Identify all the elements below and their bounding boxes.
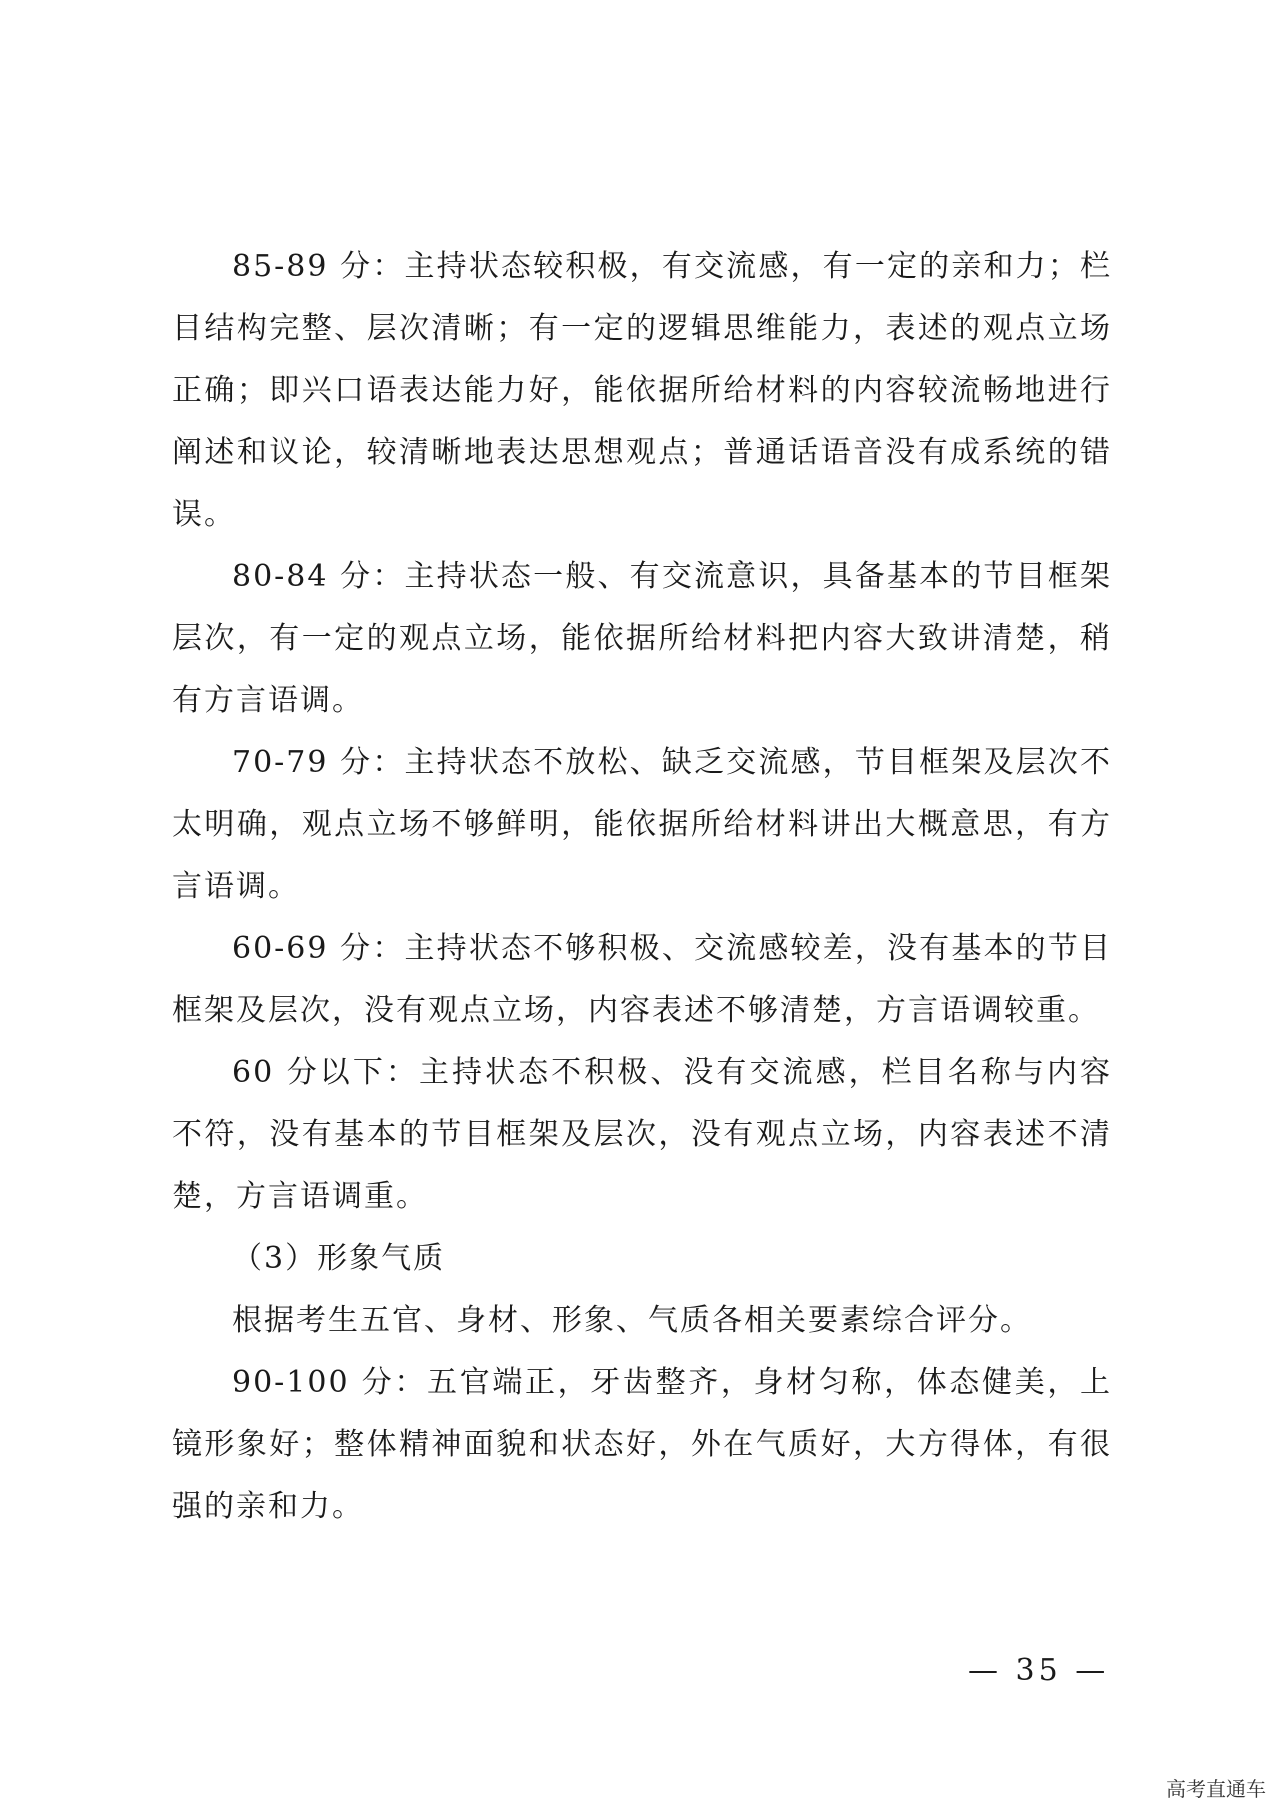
- paragraph-90-100: 90-100 分：五官端正，牙齿整齐，身材匀称，体态健美，上镜形象好；整体精神面貌和状态好，外在气质好，大方得体，有很强的亲和力。: [172, 1365, 1112, 1524]
- paragraph-85-89: 85-89 分：主持状态较积极，有交流感，有一定的亲和力；栏目结构完整、层次清晰；有一定的逻辑思维能力，表述的观点立场正确；即兴口语表达能力好，能依据所给材料的内容较流畅地进行阐述和议论，较清晰地表达思想观点；普通话语音没有成系统的错误。: [172, 249, 1112, 532]
- section-heading: （3）形象气质: [232, 1241, 446, 1276]
- paragraph-80-84: 80-84 分：主持状态一般、有交流意识，具备基本的节目框架层次，有一定的观点立场，能依据所给材料把内容大致讲清楚，稍有方言语调。: [172, 559, 1112, 718]
- paragraph-scoring-basis: 根据考生五官、身材、形象、气质各相关要素综合评分。: [232, 1303, 1032, 1338]
- watermark: 高考直通车: [1166, 1777, 1266, 1801]
- paragraph-below-60: 60 分以下：主持状态不积极、没有交流感，栏目名称与内容不符，没有基本的节目框架及层次，没有观点立场，内容表述不清楚，方言语调重。: [172, 1055, 1112, 1214]
- paragraph-60-69: 60-69 分：主持状态不够积极、交流感较差，没有基本的节目框架及层次，没有观点立场，内容表述不够清楚，方言语调较重。: [172, 931, 1112, 1028]
- paragraph-70-79: 70-79 分：主持状态不放松、缺乏交流感，节目框架及层次不太明确，观点立场不够鲜明，能依据所给材料讲出大概意思，有方言语调。: [172, 745, 1112, 904]
- document-body: [172, 236, 1112, 1538]
- page-number: — 35 —: [968, 1653, 1110, 1688]
